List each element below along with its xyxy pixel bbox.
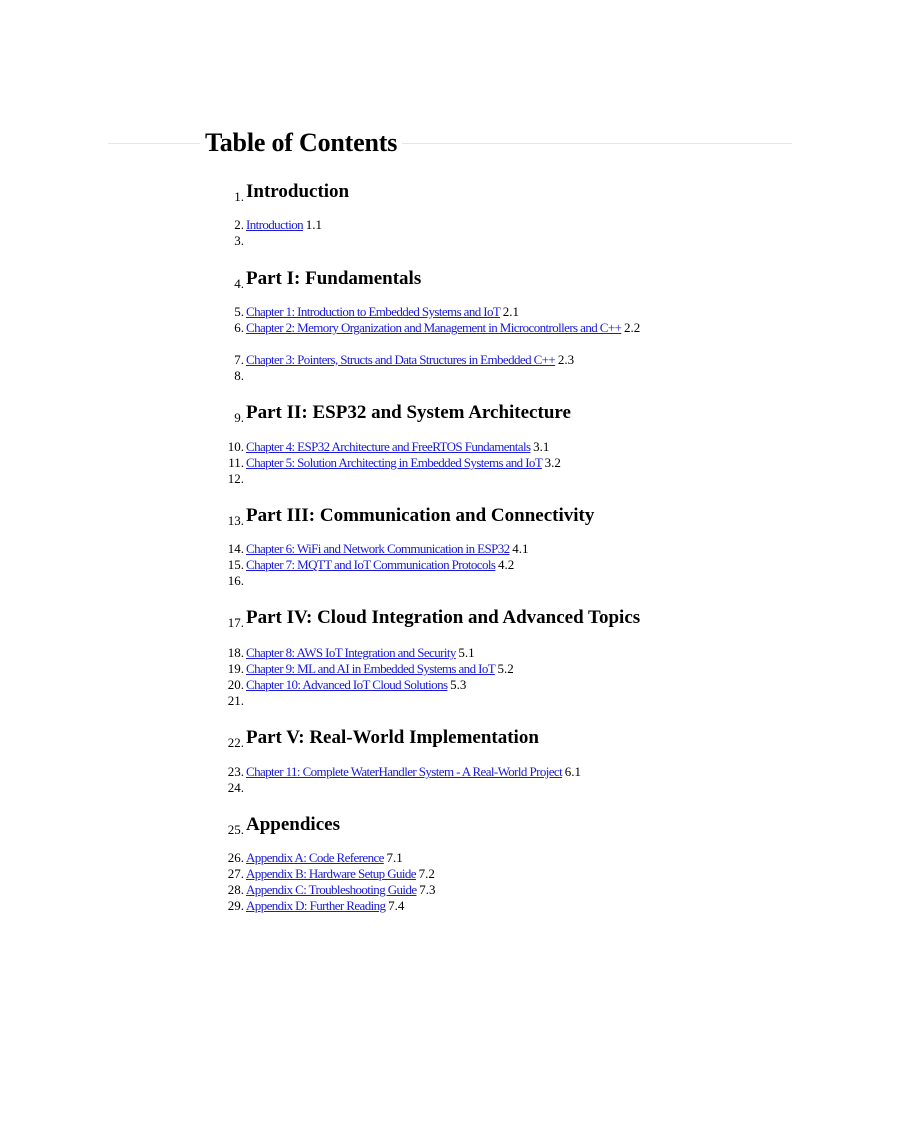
toc-entry	[227, 661, 514, 677]
chapter-link[interactable]: Chapter 9: ML and AI in Embedded Systems and IoT	[246, 661, 495, 676]
toc-number: 19.	[227, 661, 244, 676]
section-heading: Part IV: Cloud Integration and Advanced Topics	[246, 607, 641, 628]
section-reference: 7.2	[418, 866, 435, 881]
chapter-link[interactable]: Chapter 10: Advanced IoT Cloud Solutions	[246, 677, 448, 692]
toc-number: 12.	[227, 471, 244, 486]
chapter-link[interactable]: Appendix B: Hardware Setup Guide	[246, 866, 416, 881]
toc-number: 20.	[227, 677, 244, 692]
toc-entry	[234, 304, 519, 320]
toc-heading	[227, 606, 641, 630]
toc-number: 21.	[227, 693, 244, 708]
section-reference: 4.1	[512, 541, 529, 556]
chapter-link[interactable]: Introduction	[246, 217, 304, 232]
toc-heading	[234, 180, 350, 204]
toc-entry	[227, 898, 405, 914]
toc-number: 27.	[227, 866, 244, 881]
toc-number: 23.	[227, 764, 244, 779]
toc-number: 5.	[234, 304, 244, 319]
toc-number: 22.	[227, 735, 244, 750]
chapter-link[interactable]: Chapter 5: Solution Architecting in Embedded Systems and IoT	[246, 455, 542, 470]
toc-entry	[227, 850, 403, 866]
toc-number: 1.	[234, 189, 244, 204]
section-reference: 6.1	[564, 764, 581, 779]
chapter-link[interactable]: Chapter 2: Memory Organization and Management in Microcontrollers and C++	[246, 320, 622, 335]
chapter-link[interactable]: Chapter 6: WiFi and Network Communication in ESP32	[246, 541, 510, 556]
chapter-link[interactable]: Chapter 11: Complete WaterHandler System - A Real-World Project	[246, 764, 563, 779]
section-heading: Part III: Communication and Connectivity	[246, 505, 595, 526]
section-reference: 3.2	[544, 455, 561, 470]
toc-number: 28.	[227, 882, 244, 897]
section-heading: Part V: Real-World Implementation	[246, 727, 539, 748]
section-reference: 3.1	[533, 439, 550, 454]
toc-entry	[227, 882, 436, 898]
toc-number: 3.	[234, 233, 244, 248]
toc-number: 7.	[234, 352, 244, 367]
section-heading: Introduction	[246, 181, 350, 202]
section-reference: 7.3	[419, 882, 436, 897]
toc-number: 16.	[227, 573, 244, 588]
toc-heading	[227, 726, 539, 750]
chapter-link[interactable]: Appendix D: Further Reading	[246, 898, 386, 913]
page-title: Table of Contents	[200, 126, 402, 160]
section-reference: 7.1	[386, 850, 403, 865]
toc-number: 2.	[234, 217, 244, 232]
toc-entry	[234, 352, 575, 368]
toc-number: 29.	[227, 898, 244, 913]
toc-entry	[227, 557, 515, 573]
toc-number: 4.	[234, 276, 244, 291]
toc-entry	[227, 645, 475, 661]
section-reference: 5.2	[497, 661, 514, 676]
toc-heading	[234, 267, 422, 291]
chapter-link[interactable]: Chapter 3: Pointers, Structs and Data Structures in Embedded C++	[246, 352, 556, 367]
toc-number: 13.	[227, 513, 244, 528]
toc-number: 10.	[227, 439, 244, 454]
section-reference: 7.4	[388, 898, 405, 913]
toc-number: 8.	[234, 368, 244, 383]
section-heading: Appendices	[246, 814, 340, 835]
chapter-link[interactable]: Appendix C: Troubleshooting Guide	[246, 882, 417, 897]
section-reference: 5.3	[450, 677, 467, 692]
toc-entry	[227, 764, 581, 780]
chapter-link[interactable]: Chapter 8: AWS IoT Integration and Security	[246, 645, 456, 660]
toc-entry	[227, 866, 435, 882]
toc-number: 25.	[227, 822, 244, 837]
toc-heading	[227, 813, 340, 837]
section-reference: 1.1	[305, 217, 322, 232]
toc-number: 6.	[234, 320, 244, 335]
section-reference: 5.1	[458, 645, 475, 660]
chapter-link[interactable]: Appendix A: Code Reference	[246, 850, 384, 865]
chapter-link[interactable]: Chapter 1: Introduction to Embedded Systems and IoT	[246, 304, 501, 319]
section-reference: 4.2	[498, 557, 515, 572]
toc-number: 15.	[227, 557, 244, 572]
toc-number: 11.	[228, 455, 244, 470]
chapter-link[interactable]: Chapter 7: MQTT and IoT Communication Protocols	[246, 557, 496, 572]
toc-entry	[227, 541, 529, 557]
toc-entry	[234, 320, 691, 336]
toc-number: 14.	[227, 541, 244, 556]
toc-heading	[227, 504, 595, 528]
section-reference: 2.1	[502, 304, 519, 319]
toc-number: 24.	[227, 780, 244, 795]
toc-entry	[228, 455, 561, 471]
toc-entry	[227, 677, 467, 693]
toc-number: 9.	[234, 410, 244, 425]
section-reference: 2.3	[557, 352, 575, 367]
section-heading: Part I: Fundamentals	[246, 268, 422, 289]
toc-number: 26.	[227, 850, 244, 865]
section-reference: 2.2	[623, 320, 641, 335]
toc-number: 17.	[227, 615, 244, 630]
section-heading: Part II: ESP32 and System Architecture	[246, 402, 571, 423]
toc-entry	[234, 217, 322, 233]
toc-number: 18.	[227, 645, 244, 660]
toc-entry	[227, 439, 550, 455]
toc-heading	[234, 401, 571, 425]
chapter-link[interactable]: Chapter 4: ESP32 Architecture and FreeRTOS Fundamentals	[246, 439, 531, 454]
